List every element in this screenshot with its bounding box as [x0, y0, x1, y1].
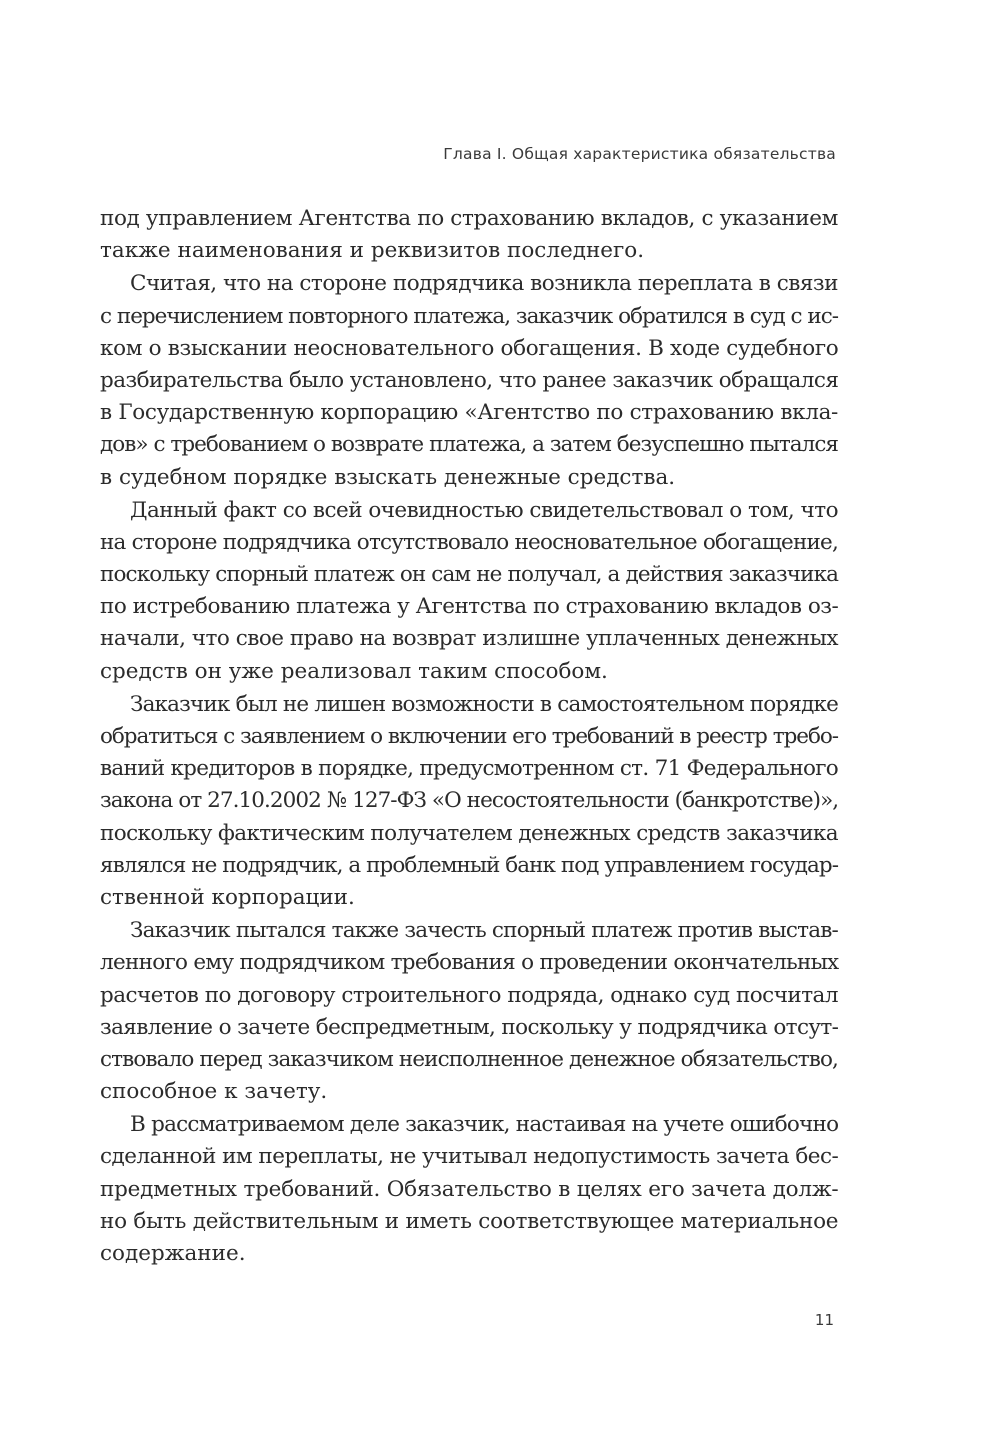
text-line: В рассматриваемом деле заказчик, настаивая на учете ошибочно [130, 1112, 839, 1138]
paragraph-3 [100, 495, 838, 688]
body-text [100, 203, 838, 1271]
text-line: закона от 27.10.2002 № 127-ФЗ «О несостоятельности (банкротстве)», [100, 788, 839, 814]
text-line: по истребованию платежа у Агентства по страхованию вкладов оз- [100, 594, 839, 620]
text-line: ленного ему подрядчиком требования о проведении окончательных [100, 950, 839, 976]
page-number: 11 [814, 1311, 834, 1329]
text-line: сделанной им переплаты, не учитывал недопустимость зачета бес- [100, 1144, 839, 1170]
text-line: ствовало перед заказчиком неисполненное денежное обязательство, [100, 1046, 838, 1072]
text-line: на стороне подрядчика отсутствовало неосновательное обогащение, [100, 529, 838, 555]
text-line: содержание. [100, 1241, 246, 1266]
text-line: но быть действительным и иметь соответствующее материальное [100, 1208, 839, 1234]
text-line: разбирательства было установлено, что ранее заказчик обращался [100, 367, 839, 393]
text-line: средств он уже реализовал таким способом. [100, 658, 608, 684]
text-line: дов» с требованием о возврате платежа, а затем безуспешно пытался [100, 432, 838, 458]
text-line: под управлением Агентства по страхованию вкладов, с указанием [100, 206, 838, 231]
text-line: поскольку спорный платеж он сам не получал, а действия заказчика [100, 562, 839, 588]
paragraph-1 [100, 203, 838, 267]
text-line: Заказчик пытался также зачесть спорный платеж против выстав- [130, 918, 838, 944]
text-line: заявление о зачете беспредметным, поскольку у подрядчика отсут- [100, 1014, 839, 1040]
text-line: расчетов по договору строительного подряда, однако суд посчитал [100, 982, 838, 1008]
text-line: Заказчик был не лишен возможности в самостоятельном порядке [130, 691, 838, 717]
text-line: начали, что свое право на возврат излишне уплаченных денежных [100, 626, 838, 652]
text-line: с перечислением повторного платежа, заказчик обратился в суд с ис- [100, 303, 838, 329]
text-line: в Государственную корпорацию «Агентство по страхованию вкла- [100, 400, 838, 426]
text-line: ваний кредиторов в порядке, предусмотренном ст. 71 Федерального [100, 756, 839, 782]
paragraph-6 [100, 1109, 838, 1270]
text-line: поскольку фактическим получателем денежных средств заказчика [100, 820, 838, 846]
running-head: Глава I. Общая характеристика обязательства [443, 145, 836, 163]
text-line: являлся не подрядчик, а проблемный банк под управлением государ- [100, 852, 838, 878]
paragraph-4 [100, 689, 838, 914]
text-line: ком о взыскании неосновательного обогащения. В ходе судебного [100, 335, 839, 361]
text-line: Данный факт со всей очевидностью свидетельствовал о том, что [130, 497, 838, 523]
text-line: обратиться с заявлением о включении его требований в реестр требо- [100, 724, 838, 749]
text-line: ственной корпорации. [100, 884, 355, 910]
paragraph-2 [100, 268, 838, 493]
text-line: предметных требований. Обязательство в целях его зачета долж- [100, 1176, 839, 1202]
text-line: также наименования и реквизитов последнего. [100, 238, 645, 264]
paragraph-5 [100, 915, 838, 1108]
text-line: способное к зачету. [100, 1079, 328, 1105]
text-line: Считая, что на стороне подрядчика возникла переплата в связи [130, 271, 838, 297]
text-line: в судебном порядке взыскать денежные средства. [100, 464, 676, 490]
